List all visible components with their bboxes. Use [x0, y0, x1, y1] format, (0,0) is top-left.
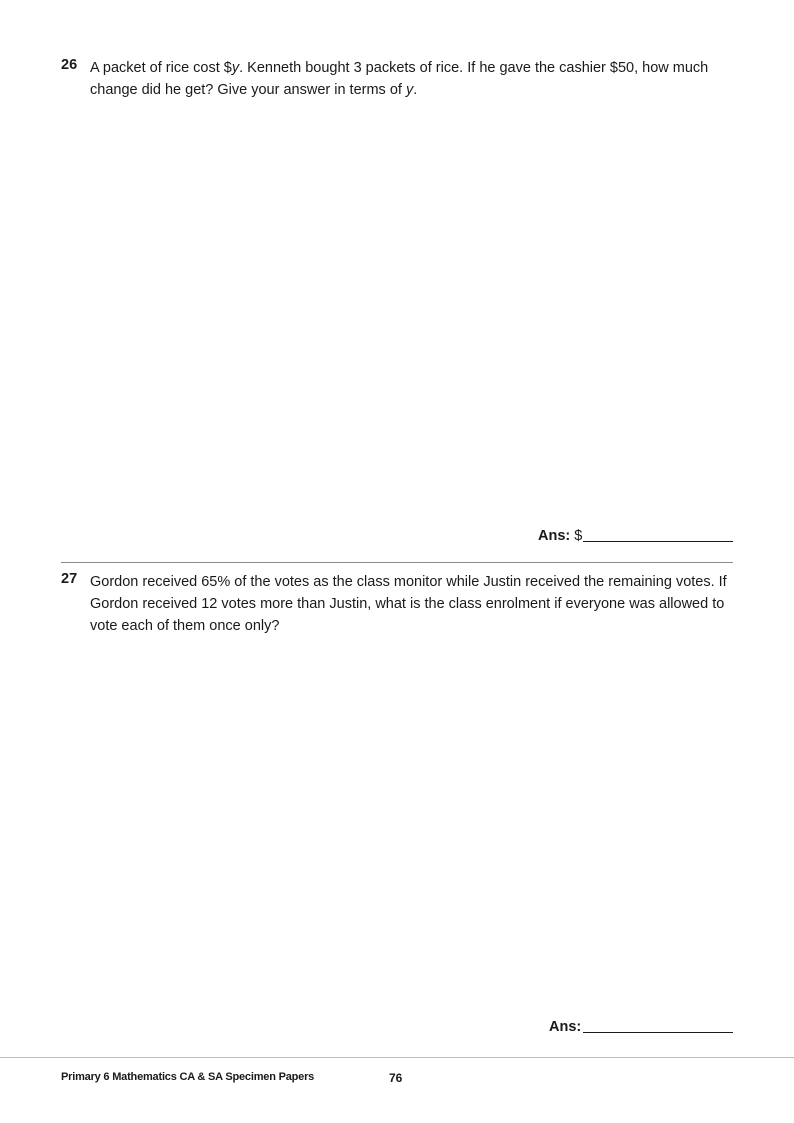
- answer-label: [538, 528, 582, 544]
- question-number: 27: [61, 571, 78, 587]
- answer-label: Ans:: [549, 1019, 582, 1035]
- question-number: 26: [61, 57, 78, 73]
- question-text-part: A packet of rice cost $: [90, 60, 232, 76]
- answer-blank[interactable]: [583, 541, 733, 542]
- question-text-part: .: [413, 82, 418, 98]
- answer-label-text: Ans:: [538, 528, 571, 544]
- currency-symbol: $: [574, 528, 583, 544]
- question-divider: [61, 562, 733, 563]
- question-text-part: . Kenneth bought 3 packets of rice. If he gave the cashier $50, how much change did he get? Give your answer in terms of: [90, 60, 709, 98]
- page-number: 76: [389, 1071, 403, 1085]
- question-text: [90, 57, 735, 101]
- answer-blank[interactable]: [583, 1032, 733, 1033]
- question-text: Gordon received 65% of the votes as the class monitor while Justin received the remaining votes. If Gordon received 12 votes more than Justin, what is the class enrolment if everyone was allowed to vote each of them once only?: [90, 574, 727, 634]
- footer-rule: [0, 1057, 794, 1058]
- footer-title: Primary 6 Mathematics CA & SA Specimen Papers: [61, 1071, 315, 1083]
- variable-y: y: [405, 82, 414, 98]
- variable-y: y: [231, 60, 240, 76]
